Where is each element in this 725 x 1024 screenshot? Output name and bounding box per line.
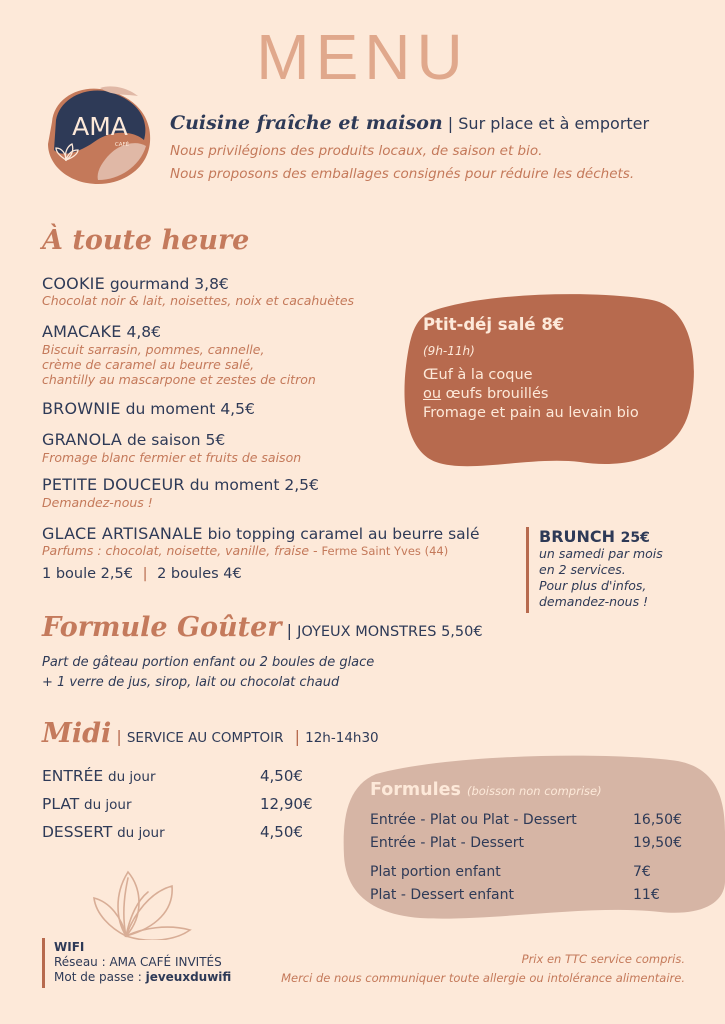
glace-price-separator: |: [142, 566, 148, 582]
section-title-gouter: Formule Goûter: [42, 612, 282, 643]
brunch-line: Pour plus d'infos,: [539, 578, 647, 593]
item-desc: Biscuit sarrasin, pommes, cannelle,: [42, 342, 265, 357]
gouter-desc: [42, 653, 374, 693]
midi-row-entree: [42, 767, 322, 791]
brunch-title: [539, 527, 663, 546]
lotus-icon: [86, 858, 198, 940]
item-desc: Demandez-nous !: [42, 495, 153, 510]
item-price: 5€: [205, 431, 226, 449]
ptit-dej-eggs: œufs brouillés: [445, 386, 549, 402]
formule-row: [370, 864, 690, 887]
midi-item-price: 12,90€: [260, 795, 313, 813]
formule-price: 7€: [633, 864, 651, 880]
item-desc: crème de caramel au beurre salé,: [42, 357, 255, 372]
midi-item-detail: du jour: [108, 769, 156, 785]
formules-content: [370, 780, 690, 910]
item-detail: du moment: [125, 400, 216, 418]
item-name: BROWNIE: [42, 399, 121, 418]
ptit-dej-hours: (9h-11h): [423, 344, 475, 358]
formule-price: 19,50€: [633, 835, 682, 851]
ptit-dej-name: Ptit-déj salé: [423, 315, 536, 334]
wifi-network-label: Réseau :: [54, 955, 106, 969]
item-detail: gourmand: [109, 275, 190, 293]
wifi-box: [54, 940, 231, 985]
item-cookie: [42, 274, 229, 293]
item-price: 4,8€: [126, 323, 161, 341]
wifi-password-value: jeveuxduwifi: [145, 970, 232, 984]
item-detail: du moment: [189, 476, 280, 494]
wifi-network-value: AMA CAFÉ INVITÉS: [109, 955, 222, 969]
midi-item-price: 4,50€: [260, 767, 303, 785]
midi-item-name: ENTRÉE: [42, 767, 104, 785]
formule-label: Entrée - Plat - Dessert: [370, 835, 525, 851]
glace-flavours: Parfums : chocolat, noisette, vanille, fraise -: [42, 543, 318, 558]
item-amacake: [42, 322, 161, 341]
gouter-header: [42, 612, 483, 643]
item-petite-douceur: [42, 475, 319, 494]
item-name: GLACE ARTISANALE: [42, 524, 203, 543]
midi-hours: 12h-14h30: [305, 730, 379, 746]
formule-row: [370, 887, 690, 910]
brunch-accent-bar: [526, 527, 529, 613]
section-title-midi: Midi: [42, 718, 112, 749]
midi-item-name: DESSERT: [42, 823, 113, 841]
wifi-password: [54, 970, 231, 985]
ptit-dej-title: [423, 315, 639, 334]
item-name: GRANOLA: [42, 430, 123, 449]
glace-prices: [42, 566, 242, 582]
item-granola: [42, 430, 225, 449]
brunch-name: BRUNCH: [539, 527, 616, 546]
brunch-line: en 2 services.: [539, 562, 626, 577]
gouter-separator: |: [286, 621, 293, 640]
item-name: PETITE DOUCEUR: [42, 475, 185, 494]
brunch-line: un samedi par mois: [539, 546, 663, 561]
formules-name: Formules: [370, 780, 461, 800]
item-desc: Chocolat noir & lait, noisettes, noix et cacahuètes: [42, 293, 355, 308]
formule-label: Plat portion enfant: [370, 864, 501, 880]
header-tagline: [170, 112, 649, 134]
wifi-password-label: Mot de passe :: [54, 970, 142, 984]
midi-separator: |: [116, 727, 122, 746]
formule-price: 16,50€: [633, 812, 682, 828]
item-brownie: [42, 399, 255, 418]
item-price: 2,5€: [284, 476, 319, 494]
formule-label: Entrée - Plat ou Plat - Dessert: [370, 812, 577, 828]
item-price: 3,8€: [194, 275, 229, 293]
item-detail: de saison: [126, 431, 201, 449]
midi-row-dessert: [42, 823, 322, 847]
brand-line: Cuisine fraîche et maison: [170, 112, 443, 134]
item-name: COOKIE: [42, 274, 105, 293]
midi-row-plat: [42, 795, 322, 819]
midi-item-detail: du jour: [84, 797, 132, 813]
footer-allergy-note: Merci de nous communiquer toute allergie ou intolérance alimentaire.: [281, 971, 685, 985]
glace-price-one: 1 boule 2,5€: [42, 566, 133, 582]
section-title-a-toute-heure: À toute heure: [42, 225, 250, 256]
brunch-box: [539, 527, 663, 610]
formules-title: [370, 780, 690, 800]
menu-title: MENU: [256, 21, 469, 93]
wifi-network: [54, 955, 231, 970]
midi-separator: |: [294, 727, 301, 746]
wifi-accent-bar: [42, 938, 45, 988]
header-separator: |: [447, 114, 454, 133]
header-line-local: Nous privilégions des produits locaux, de saison et bio.: [170, 143, 543, 159]
brunch-price: 25€: [620, 530, 650, 546]
formule-row: [370, 835, 690, 858]
midi-item-price: 4,50€: [260, 823, 303, 841]
item-name: AMACAKE: [42, 322, 122, 341]
ptit-dej-or: ou: [423, 386, 442, 402]
ptit-dej-line: [423, 385, 639, 404]
footer-prices-note: Prix en TTC service compris.: [521, 952, 685, 966]
item-price: 4,5€: [220, 400, 255, 418]
wifi-title: WIFI: [54, 940, 85, 954]
ptit-dej-line: Fromage et pain au levain bio: [423, 405, 639, 421]
ptit-dej-line: Œuf à la coque: [423, 367, 533, 383]
item-detail: bio topping caramel au beurre salé: [207, 525, 480, 543]
brunch-line: demandez-nous !: [539, 594, 649, 609]
logo-text: AMA: [72, 112, 128, 141]
midi-item-detail: du jour: [117, 825, 165, 841]
ptit-dej-content: [423, 315, 639, 423]
midi-service: SERVICE AU COMPTOIR: [126, 730, 284, 746]
item-desc: [42, 543, 448, 559]
item-desc: Fromage blanc fermier et fruits de saison: [42, 450, 302, 465]
logo-subtext: CAFÉ: [114, 142, 130, 148]
formule-row: [370, 812, 690, 835]
formule-price: 11€: [633, 887, 660, 903]
formule-label: Plat - Dessert enfant: [370, 887, 514, 903]
midi-item-name: PLAT: [42, 795, 80, 813]
item-glace: [42, 524, 480, 543]
ptit-dej-price: 8€: [541, 315, 565, 334]
header-line-packaging: Nous proposons des emballages consignés pour réduire les déchets.: [170, 166, 635, 182]
gouter-line: + 1 verre de jus, sirop, lait ou chocolat chaud: [42, 675, 340, 690]
glace-price-two: 2 boules 4€: [157, 566, 242, 582]
gouter-label: JOYEUX MONSTRES 5,50€: [297, 624, 483, 640]
item-desc: chantilly au mascarpone et zestes de citron: [42, 372, 316, 387]
glace-farm: Ferme Saint Yves (44): [321, 544, 449, 558]
formules-note: (boisson non comprise): [466, 784, 602, 798]
header-takeaway: Sur place et à emporter: [458, 114, 650, 133]
gouter-line: Part de gâteau portion enfant ou 2 boules de glace: [42, 655, 375, 670]
ama-cafe-logo: [40, 80, 158, 188]
midi-header: [42, 718, 379, 749]
